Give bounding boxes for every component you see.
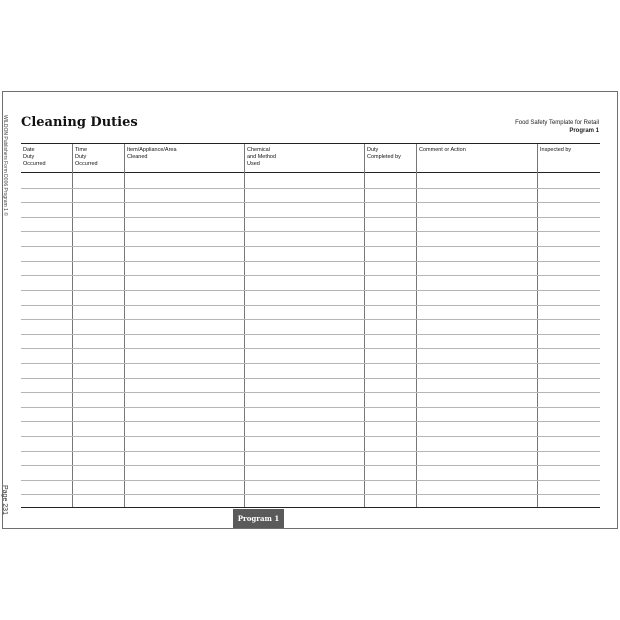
col-header-chemical: Chemical and Method Used [247,147,277,167]
program-tab: Program 1 [233,509,284,528]
table-row-line [21,363,600,364]
column-divider [364,144,365,507]
table-row-line [21,188,600,189]
table-row-line [21,494,600,495]
table-row-line [21,392,600,393]
column-divider [72,144,73,507]
col-header-time: Time Duty Occurred [75,147,98,167]
table-row-line [21,202,600,203]
table-row-line [21,421,600,422]
table-row-line [21,290,600,291]
form-title: Cleaning Duties [21,115,138,130]
table-row-line [21,465,600,466]
publisher-note: WILDON Publishers Form D006 Program 1 © [2,115,8,216]
table-row-line [21,334,600,335]
col-header-comment: Comment or Action [419,147,466,153]
table-row-line [21,231,600,232]
table-row-line [21,217,600,218]
col-header-item: Item/Appliance/Area Cleaned [127,147,177,160]
col-header-inspected-by: Inspected by [540,147,572,153]
subtitle-program: Program 1 [569,128,599,134]
table-row-line [21,436,600,437]
page-number: Page 231 [1,485,8,515]
table-row-line [21,275,600,276]
table-row-line [21,261,600,262]
column-divider [537,144,538,507]
col-header-date: Date Duty Occurred [23,147,46,167]
table-header-row [21,144,600,173]
column-divider [244,144,245,507]
column-divider [124,144,125,507]
column-divider [416,144,417,507]
table-row-line [21,480,600,481]
table-row-line [21,348,600,349]
duties-table [21,143,600,508]
table-row-line [21,246,600,247]
subtitle-template: Food Safety Template for Retail [515,120,599,126]
table-row-line [21,378,600,379]
table-row-line [21,451,600,452]
col-header-completed-by: Duty Completed by [367,147,401,160]
table-row-line [21,407,600,408]
table-row-line [21,319,600,320]
table-row-line [21,305,600,306]
form-subtitle [515,119,599,135]
